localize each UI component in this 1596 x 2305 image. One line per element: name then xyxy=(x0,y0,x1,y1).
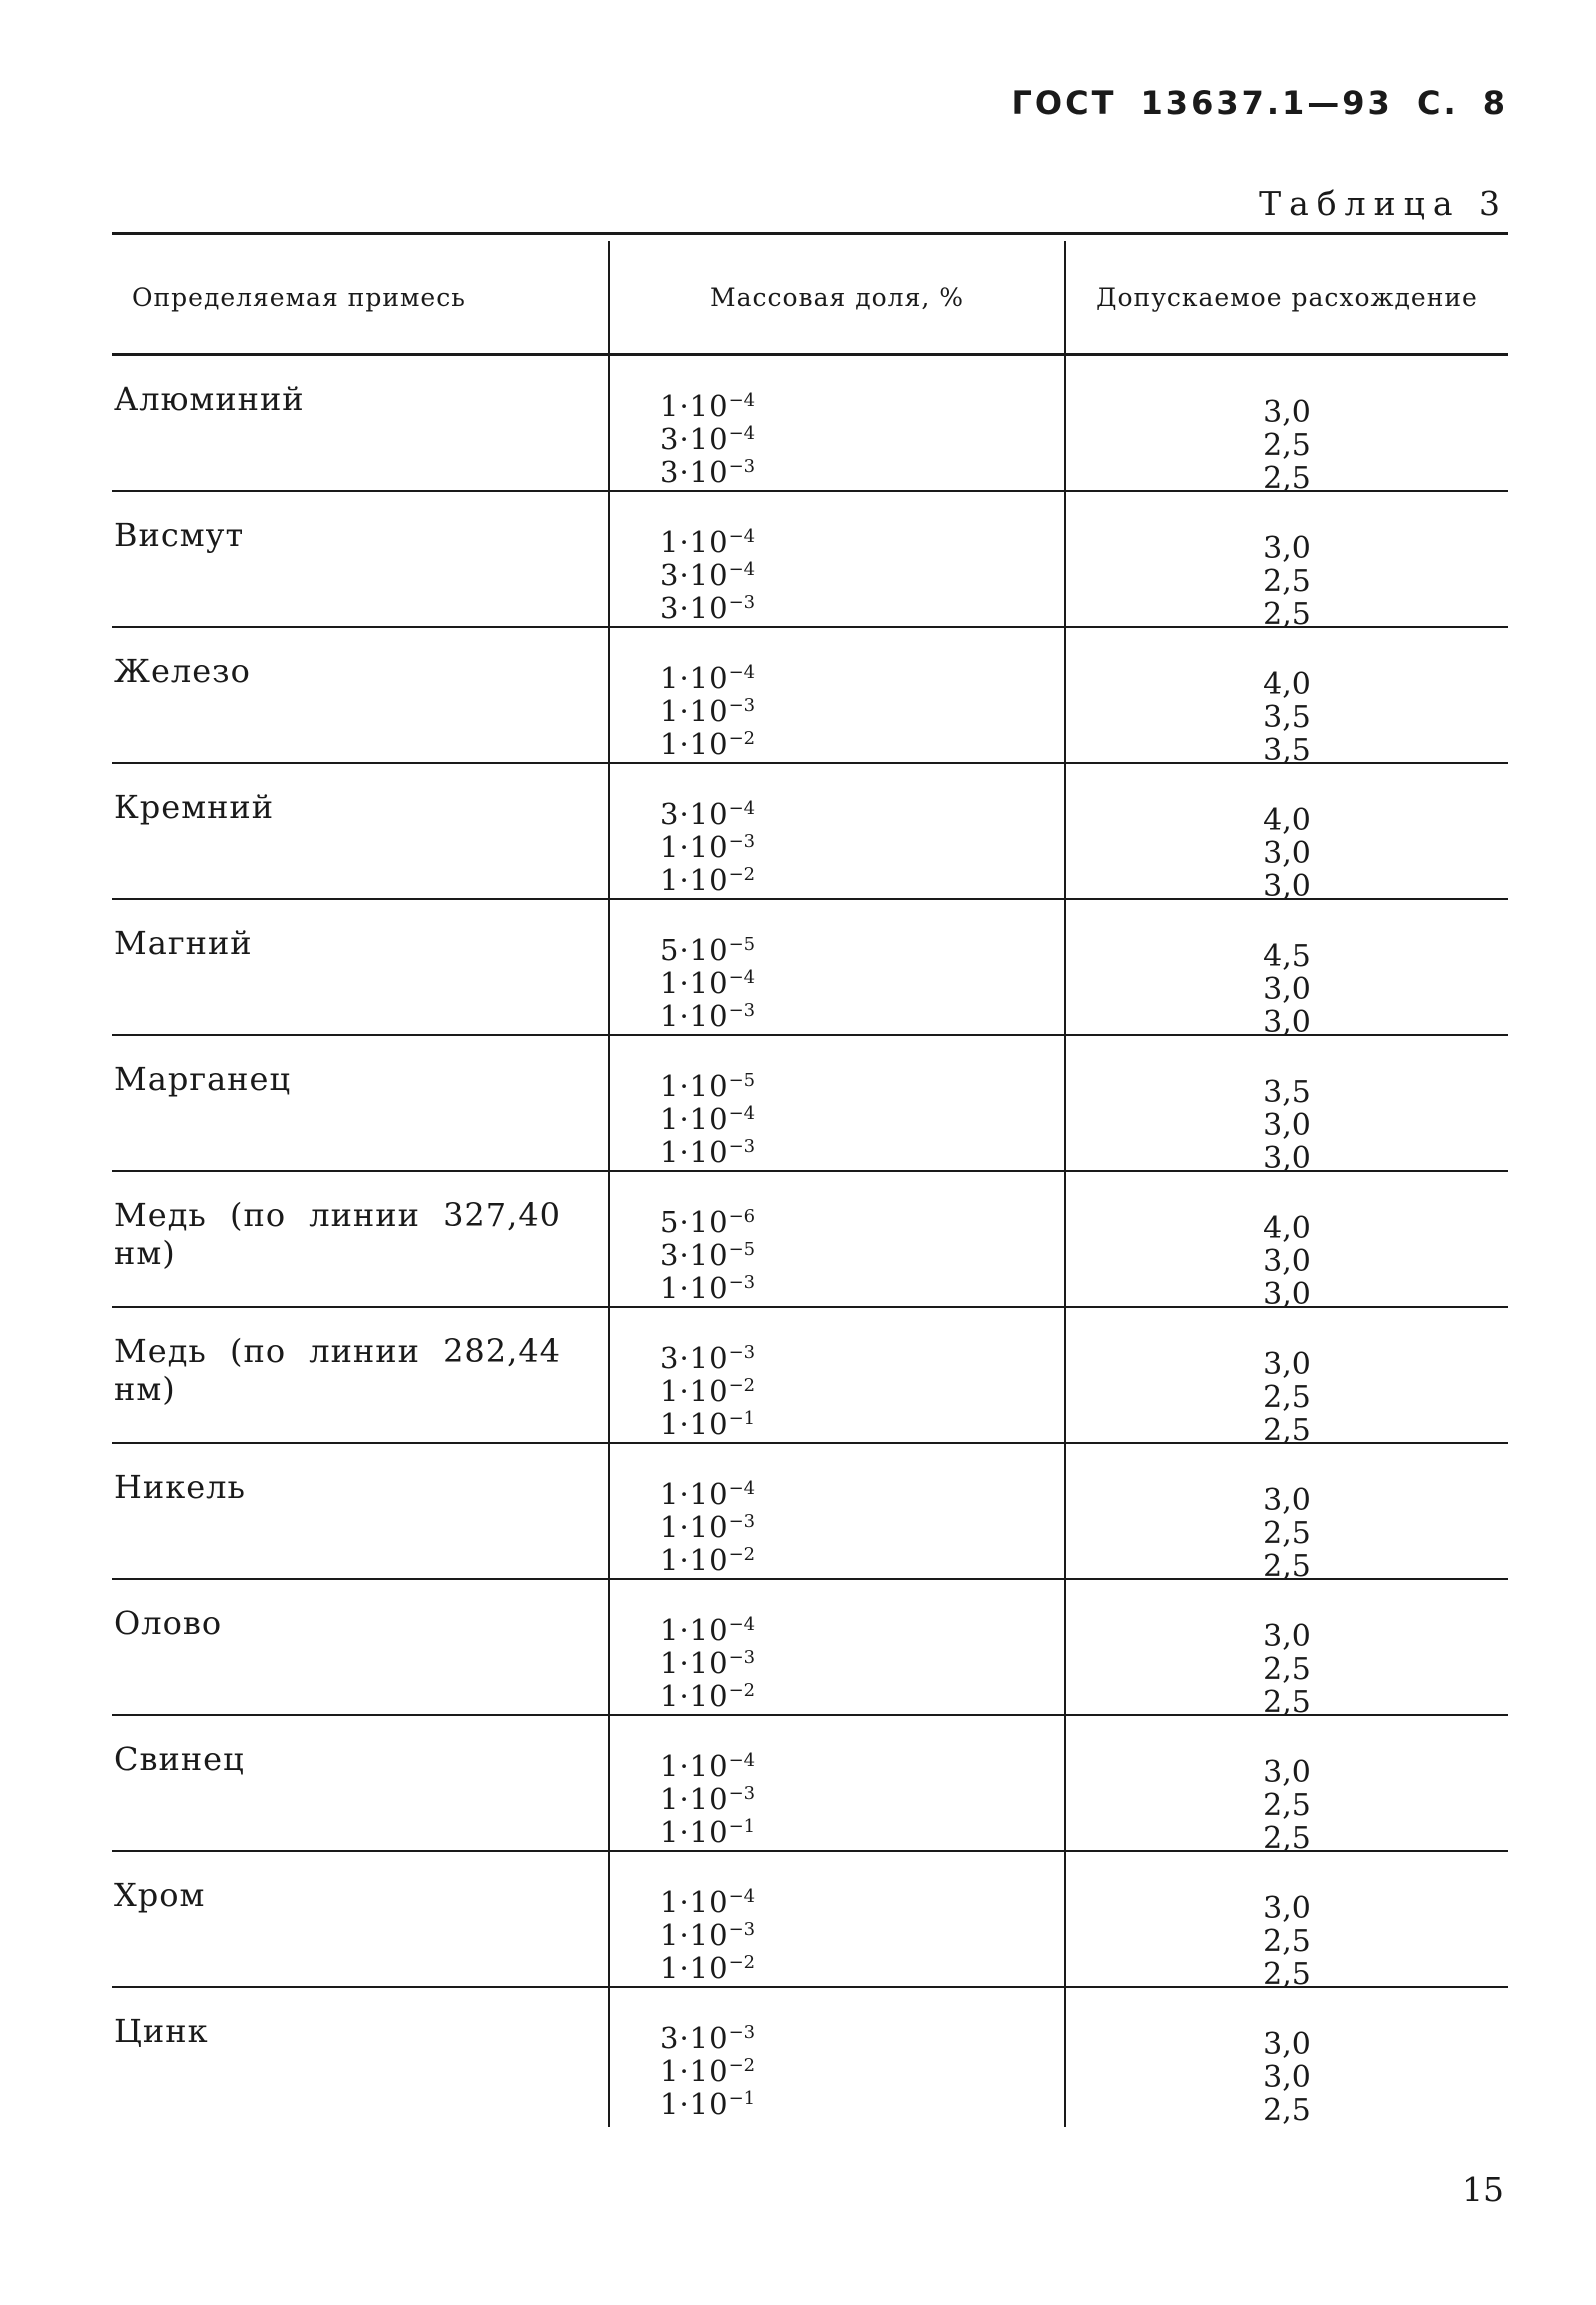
mass-fraction-base: 3·10 xyxy=(660,558,729,592)
tolerance-value: 3,0 xyxy=(1263,395,1311,430)
tolerance-value: 3,0 xyxy=(1263,1347,1311,1382)
mass-fraction-exponent: −2 xyxy=(728,864,756,885)
mass-fraction-value xyxy=(660,1608,1064,1647)
tolerance-value: 2,5 xyxy=(1263,1957,1311,1992)
tolerance-value: 4,5 xyxy=(1263,939,1311,974)
mass-fraction-base: 1·10 xyxy=(660,1135,729,1169)
tolerance-value: 2,5 xyxy=(1263,1652,1311,1687)
mass-fraction-cell xyxy=(608,1988,1066,2127)
mass-fraction-base: 1·10 xyxy=(660,1271,729,1305)
tolerance-value: 2,5 xyxy=(1263,461,1311,496)
mass-fraction-exponent: −4 xyxy=(728,423,756,444)
mass-fraction-value xyxy=(660,1505,1064,1544)
table-row xyxy=(112,356,1508,496)
mass-fraction-base: 1·10 xyxy=(660,1477,729,1511)
mass-fraction-base: 3·10 xyxy=(660,455,729,489)
mass-fraction-value xyxy=(660,553,1064,592)
tolerance-value: 2,5 xyxy=(1263,564,1311,599)
tolerance-value: 3,0 xyxy=(1263,1108,1311,1143)
mass-fraction-base: 1·10 xyxy=(660,1102,729,1136)
tolerance-value: 3,0 xyxy=(1263,1005,1311,1040)
impurity-name: Свинец xyxy=(114,1740,245,1778)
mass-fraction-value xyxy=(660,520,1064,559)
mass-fraction-exponent: −4 xyxy=(728,967,756,988)
mass-fraction-base: 3·10 xyxy=(660,1341,729,1375)
mass-fraction-base: 5·10 xyxy=(660,933,729,967)
mass-fraction-base: 1·10 xyxy=(660,1815,729,1849)
mass-fraction-exponent: −3 xyxy=(728,1136,756,1157)
mass-fraction-value xyxy=(660,384,1064,423)
mass-fraction-value xyxy=(660,1744,1064,1783)
mass-fraction-base: 1·10 xyxy=(660,1749,729,1783)
mass-fraction-cell xyxy=(608,1172,1066,1311)
impurity-name: Железо xyxy=(114,652,251,690)
tolerance-value: 4,0 xyxy=(1263,667,1311,702)
mass-fraction-exponent: −1 xyxy=(728,1408,756,1429)
mass-fraction-cell xyxy=(608,628,1066,767)
mass-fraction-exponent: −1 xyxy=(728,1816,756,1837)
mass-fraction-cell xyxy=(608,900,1066,1039)
mass-fraction-cell xyxy=(608,356,1066,495)
mass-fraction-value xyxy=(660,1064,1064,1103)
tolerance-value: 3,0 xyxy=(1263,1277,1311,1312)
mass-fraction-base: 3·10 xyxy=(660,422,729,456)
table-top-rule xyxy=(112,232,1508,235)
mass-fraction-base: 3·10 xyxy=(660,797,729,831)
table-label: Таблица 3 xyxy=(1259,184,1508,223)
mass-fraction-value xyxy=(660,1336,1064,1375)
tolerance-value: 3,5 xyxy=(1263,700,1311,735)
tolerance-value: 3,0 xyxy=(1263,1244,1311,1279)
mass-fraction-value xyxy=(660,1777,1064,1816)
impurity-name: Никель xyxy=(114,1468,246,1506)
mass-fraction-value xyxy=(660,792,1064,831)
mass-fraction-base: 1·10 xyxy=(660,2087,729,2121)
mass-fraction-value xyxy=(660,586,1064,625)
mass-fraction-base: 1·10 xyxy=(660,966,729,1000)
mass-fraction-value xyxy=(660,1913,1064,1952)
mass-fraction-value xyxy=(660,994,1064,1033)
mass-fraction-value xyxy=(660,1946,1064,1985)
tolerance-value: 2,5 xyxy=(1263,1549,1311,1584)
mass-fraction-value xyxy=(660,656,1064,695)
tolerance-value: 3,0 xyxy=(1263,1619,1311,1654)
impurity-name: Кремний xyxy=(114,788,275,826)
mass-fraction-value xyxy=(660,417,1064,456)
tolerance-cell xyxy=(1066,492,1508,631)
mass-fraction-value xyxy=(660,1674,1064,1713)
impurity-name: Хром xyxy=(114,1876,206,1914)
mass-fraction-exponent: −2 xyxy=(728,728,756,749)
table-row xyxy=(112,900,1508,1040)
mass-fraction-exponent: −3 xyxy=(728,1000,756,1021)
mass-fraction-base: 3·10 xyxy=(660,1238,729,1272)
tolerance-cell xyxy=(1066,1988,1508,2127)
mass-fraction-exponent: −2 xyxy=(728,1544,756,1565)
impurity-name: Марганец xyxy=(114,1060,292,1098)
table-row xyxy=(112,1444,1508,1584)
mass-fraction-value xyxy=(660,1810,1064,1849)
impurity-name: Алюминий xyxy=(114,380,305,418)
mass-fraction-exponent: −4 xyxy=(728,390,756,411)
mass-fraction-exponent: −4 xyxy=(728,1103,756,1124)
table-row xyxy=(112,1580,1508,1720)
mass-fraction-base: 1·10 xyxy=(660,727,729,761)
mass-fraction-base: 1·10 xyxy=(660,999,729,1033)
tolerance-cell xyxy=(1066,764,1508,903)
mass-fraction-value xyxy=(660,1097,1064,1136)
mass-fraction-base: 3·10 xyxy=(660,2021,729,2055)
tolerance-value: 2,5 xyxy=(1263,1685,1311,1720)
table-row xyxy=(112,1852,1508,1992)
column-header-mass-fraction: Массовая доля, % xyxy=(608,241,1066,353)
mass-fraction-exponent: −2 xyxy=(728,1952,756,1973)
mass-fraction-exponent: −4 xyxy=(728,1750,756,1771)
tolerance-value: 2,5 xyxy=(1263,1788,1311,1823)
tolerance-value: 3,0 xyxy=(1263,1483,1311,1518)
mass-fraction-base: 1·10 xyxy=(660,2054,729,2088)
mass-fraction-cell xyxy=(608,1580,1066,1719)
mass-fraction-exponent: −2 xyxy=(728,1375,756,1396)
mass-fraction-exponent: −4 xyxy=(728,1478,756,1499)
mass-fraction-value xyxy=(660,1369,1064,1408)
mass-fraction-base: 1·10 xyxy=(660,1951,729,1985)
mass-fraction-base: 1·10 xyxy=(660,1782,729,1816)
mass-fraction-value xyxy=(660,825,1064,864)
mass-fraction-exponent: −3 xyxy=(728,1919,756,1940)
mass-fraction-exponent: −3 xyxy=(728,1342,756,1363)
tolerance-value: 4,0 xyxy=(1263,1211,1311,1246)
mass-fraction-base: 3·10 xyxy=(660,591,729,625)
mass-fraction-value xyxy=(660,2049,1064,2088)
impurity-table xyxy=(112,232,1508,2128)
tolerance-value: 3,5 xyxy=(1263,733,1311,768)
mass-fraction-value xyxy=(660,1200,1064,1239)
mass-fraction-exponent: −4 xyxy=(728,1614,756,1635)
tolerance-value: 3,0 xyxy=(1263,2060,1311,2095)
mass-fraction-exponent: −5 xyxy=(728,934,756,955)
mass-fraction-exponent: −4 xyxy=(728,526,756,547)
mass-fraction-base: 1·10 xyxy=(660,1543,729,1577)
table-row xyxy=(112,492,1508,632)
mass-fraction-exponent: −6 xyxy=(728,1206,756,1227)
tolerance-value: 3,0 xyxy=(1263,836,1311,871)
tolerance-cell xyxy=(1066,628,1508,767)
tolerance-value: 3,0 xyxy=(1263,1891,1311,1926)
mass-fraction-exponent: −4 xyxy=(728,559,756,580)
mass-fraction-exponent: −2 xyxy=(728,2055,756,2076)
impurity-name: Олово xyxy=(114,1604,223,1642)
mass-fraction-base: 1·10 xyxy=(660,1510,729,1544)
mass-fraction-cell xyxy=(608,1036,1066,1175)
mass-fraction-value xyxy=(660,2016,1064,2055)
mass-fraction-base: 1·10 xyxy=(660,1918,729,1952)
tolerance-value: 2,5 xyxy=(1263,597,1311,632)
tolerance-value: 3,0 xyxy=(1263,2027,1311,2062)
tolerance-cell xyxy=(1066,1036,1508,1175)
mass-fraction-base: 5·10 xyxy=(660,1205,729,1239)
document-header: ГОСТ 13637.1—93 С. 8 xyxy=(1011,84,1508,122)
mass-fraction-base: 1·10 xyxy=(660,1374,729,1408)
mass-fraction-value xyxy=(660,689,1064,728)
mass-fraction-value xyxy=(660,1266,1064,1305)
mass-fraction-base: 1·10 xyxy=(660,830,729,864)
mass-fraction-cell xyxy=(608,1308,1066,1447)
mass-fraction-cell xyxy=(608,1444,1066,1583)
tolerance-cell xyxy=(1066,356,1508,495)
tolerance-cell xyxy=(1066,1444,1508,1583)
mass-fraction-value xyxy=(660,1538,1064,1577)
mass-fraction-value xyxy=(660,722,1064,761)
mass-fraction-value xyxy=(660,1472,1064,1511)
mass-fraction-cell xyxy=(608,492,1066,631)
mass-fraction-value xyxy=(660,2082,1064,2121)
tolerance-value: 2,5 xyxy=(1263,1924,1311,1959)
mass-fraction-exponent: −3 xyxy=(728,695,756,716)
mass-fraction-exponent: −3 xyxy=(728,1647,756,1668)
mass-fraction-base: 1·10 xyxy=(660,694,729,728)
tolerance-value: 4,0 xyxy=(1263,803,1311,838)
tolerance-value: 3,0 xyxy=(1263,1755,1311,1790)
mass-fraction-value xyxy=(660,1233,1064,1272)
impurity-name: Висмут xyxy=(114,516,245,554)
mass-fraction-value xyxy=(660,1402,1064,1441)
mass-fraction-base: 1·10 xyxy=(660,1679,729,1713)
mass-fraction-exponent: −3 xyxy=(728,456,756,477)
mass-fraction-exponent: −3 xyxy=(728,1511,756,1532)
table-row xyxy=(112,1988,1508,2128)
mass-fraction-base: 1·10 xyxy=(660,863,729,897)
mass-fraction-cell xyxy=(608,1852,1066,1991)
tolerance-cell xyxy=(1066,900,1508,1039)
table-row xyxy=(112,1716,1508,1856)
tolerance-value: 2,5 xyxy=(1263,428,1311,463)
page-number: 15 xyxy=(1462,2170,1504,2209)
mass-fraction-value xyxy=(660,1641,1064,1680)
tolerance-cell xyxy=(1066,1172,1508,1311)
table-row xyxy=(112,1036,1508,1176)
tolerance-value: 2,5 xyxy=(1263,1380,1311,1415)
tolerance-value: 2,5 xyxy=(1263,2093,1311,2128)
mass-fraction-exponent: −1 xyxy=(728,2088,756,2109)
tolerance-cell xyxy=(1066,1308,1508,1447)
mass-fraction-value xyxy=(660,961,1064,1000)
table-row xyxy=(112,1172,1508,1312)
mass-fraction-exponent: −3 xyxy=(728,2022,756,2043)
tolerance-value: 2,5 xyxy=(1263,1821,1311,1856)
mass-fraction-exponent: −2 xyxy=(728,1680,756,1701)
impurity-name: Цинк xyxy=(114,2012,209,2050)
tolerance-value: 3,0 xyxy=(1263,531,1311,566)
table-row xyxy=(112,628,1508,768)
impurity-name: Магний xyxy=(114,924,253,962)
tolerance-value: 2,5 xyxy=(1263,1516,1311,1551)
tolerance-value: 3,0 xyxy=(1263,869,1311,904)
tolerance-value: 2,5 xyxy=(1263,1413,1311,1448)
mass-fraction-exponent: −3 xyxy=(728,592,756,613)
table-row xyxy=(112,764,1508,904)
mass-fraction-exponent: −3 xyxy=(728,1272,756,1293)
mass-fraction-exponent: −4 xyxy=(728,1886,756,1907)
mass-fraction-exponent: −3 xyxy=(728,1783,756,1804)
table-header-row xyxy=(112,241,1508,356)
mass-fraction-exponent: −4 xyxy=(728,798,756,819)
column-header-tolerance: Допускаемое расхождение xyxy=(1096,282,1478,312)
mass-fraction-value xyxy=(660,1130,1064,1169)
mass-fraction-exponent: −5 xyxy=(728,1239,756,1260)
mass-fraction-exponent: −4 xyxy=(728,662,756,683)
mass-fraction-value xyxy=(660,450,1064,489)
mass-fraction-base: 1·10 xyxy=(660,1646,729,1680)
tolerance-value: 3,0 xyxy=(1263,972,1311,1007)
mass-fraction-exponent: −5 xyxy=(728,1070,756,1091)
mass-fraction-base: 1·10 xyxy=(660,525,729,559)
column-header-impurity: Определяемая примесь xyxy=(132,282,466,312)
mass-fraction-base: 1·10 xyxy=(660,1613,729,1647)
mass-fraction-value xyxy=(660,1880,1064,1919)
table-body xyxy=(112,356,1508,2128)
tolerance-cell xyxy=(1066,1580,1508,1719)
table-row xyxy=(112,1308,1508,1448)
tolerance-value: 3,0 xyxy=(1263,1141,1311,1176)
mass-fraction-base: 1·10 xyxy=(660,1407,729,1441)
tolerance-value: 3,5 xyxy=(1263,1075,1311,1110)
mass-fraction-value xyxy=(660,858,1064,897)
mass-fraction-base: 1·10 xyxy=(660,1069,729,1103)
impurity-name: Медь (по линии 282,44 нм) xyxy=(114,1332,562,1408)
mass-fraction-base: 1·10 xyxy=(660,661,729,695)
mass-fraction-base: 1·10 xyxy=(660,1885,729,1919)
mass-fraction-cell xyxy=(608,1716,1066,1855)
mass-fraction-base: 1·10 xyxy=(660,389,729,423)
impurity-name: Медь (по линии 327,40 нм) xyxy=(114,1196,562,1272)
mass-fraction-exponent: −3 xyxy=(728,831,756,852)
tolerance-cell xyxy=(1066,1852,1508,1991)
mass-fraction-value xyxy=(660,928,1064,967)
mass-fraction-cell xyxy=(608,764,1066,903)
tolerance-cell xyxy=(1066,1716,1508,1855)
